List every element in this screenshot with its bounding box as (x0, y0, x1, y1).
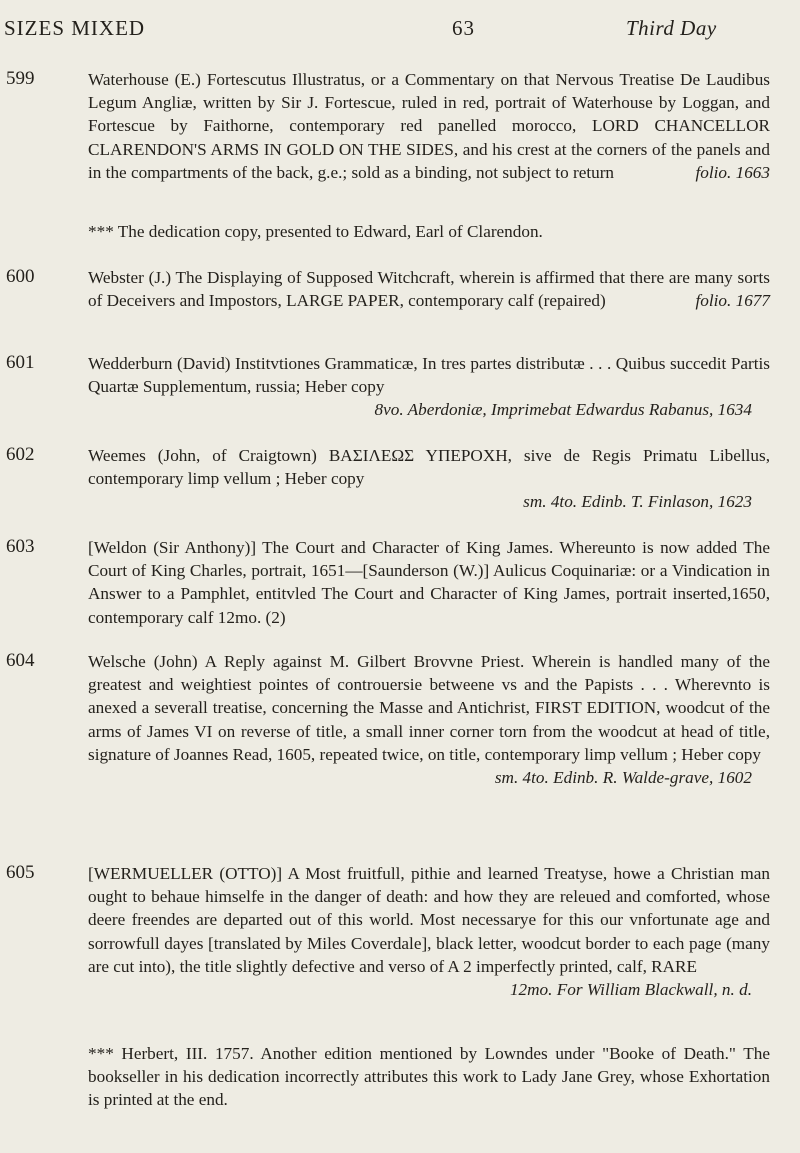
lot-number: 603 (6, 536, 35, 557)
lot-605-note (0, 1042, 800, 1112)
lot-description: [WERMUELLER (OTTO)] A Most fruitfull, pithie and learned Treatyse, howe a Christian man ought to behaue himselfe in the danger of death: and how they are releued and comforted, whose deere freendes are departed out of this world. Most necessarye for this our vnfortunate age and sorrowfull dayes [translated by Miles Coverdale], black letter, woodcut border to each page (many are cut into), the title slightly defective and verso of A 2 imperfectly printed, calf, RARE (88, 864, 770, 976)
page-header (0, 16, 800, 46)
lot-number: 599 (6, 68, 35, 89)
lot-604 (0, 650, 800, 789)
note-text: *** The dedication copy, presented to Edward, Earl of Clarendon. (88, 222, 543, 241)
lot-imprint: sm. 4to. Edinb. R. Walde-grave, 1602 (494, 768, 752, 788)
lot-imprint: sm. 4to. Edinb. T. Finlason, 1623 (523, 492, 752, 512)
lot-599-note (0, 220, 800, 243)
lot-imprint: folio. 1677 (695, 291, 770, 311)
lot-602 (0, 444, 800, 514)
lot-599 (0, 68, 800, 184)
lot-description: Webster (J.) The Displaying of Supposed Witchcraft, wherein is affirmed that there are many sorts of Deceivers and Impostors, LARGE PAPER, contemporary calf (repaired) (88, 268, 770, 311)
lot-number: 602 (6, 444, 35, 465)
lot-605 (0, 862, 800, 1001)
header-right: Third Day (626, 16, 717, 40)
header-left: SIZES MIXED (4, 16, 146, 40)
lot-description: [Weldon (Sir Anthony)] The Court and Character of King James. Whereunto is now added The Court of King Charles, portrait, 1651—[Saunderson (W.)] Aulicus Coquinariæ: or a Vindication in Answer to a Pamphlet, entitvled The Court and Character of King James, portrait inserted,1650, contemporary calf 12mo. (2) (88, 538, 770, 627)
lot-imprint: folio. 1663 (695, 162, 770, 182)
lot-description: Welsche (John) A Reply against M. Gilbert Brovvne Priest. Wherein is handled many of the greatest and weightiest pointes of controuersie betweene vs and the Papists . . . Wherevnto is anexed a severall treatise, concerning the Masse and Antichrist, FIRST EDITION, woodcut of the arms of James VI on reverse of title, a small inner corner torn from the woodcut at head of title, signature of Joannes Read, 1605, repeated twice, on title, contemporary limp vellum ; Heber copy (88, 652, 770, 764)
lot-description: Weemes (John, of Craigtown) ΒΑΣΙΛΕΩΣ ΥΠΕΡΟΧΗ, sive de Regis Primatu Libellus, contemporary limp vellum ; Heber copy (88, 446, 770, 489)
lot-imprint: 8vo. Aberdoniæ, Imprimebat Edwardus Rabanus, 1634 (374, 400, 752, 420)
lot-description: Waterhouse (E.) Fortescutus Illustratus, or a Commentary on that Nervous Treatise De Laudibus Legum Angliæ, written by Sir J. Fortescue, ruled in red, portrait of Waterhouse by Loggan, and Fortescue by Faithorne, contemporary red panelled morocco, LORD CHANCELLOR CLARENDON'S ARMS IN GOLD ON THE SIDES, and his crest at the corners of the panels and in the compartments of the back, g.e.; sold as a binding, not subject to return (88, 70, 770, 182)
lot-number: 605 (6, 862, 35, 883)
lot-description: Wedderburn (David) Institvtiones Grammaticæ, In tres partes distributæ . . . Quibus succedit Partis Quartæ Supplementum, russia; Heber copy (88, 354, 770, 397)
lot-number: 600 (6, 266, 35, 287)
lot-number: 604 (6, 650, 35, 671)
lot-601 (0, 352, 800, 422)
lot-600 (0, 266, 800, 312)
lot-imprint: 12mo. For William Blackwall, n. d. (509, 980, 752, 1000)
lot-603 (0, 536, 800, 629)
note-text: *** Herbert, III. 1757. Another edition mentioned by Lowndes under "Booke of Death." The bookseller in his dedication incorrectly attributes this work to Lady Jane Grey, whose Exhortation is printed at the end. (88, 1044, 770, 1110)
page-number: 63 (452, 16, 475, 40)
lot-number: 601 (6, 352, 35, 373)
